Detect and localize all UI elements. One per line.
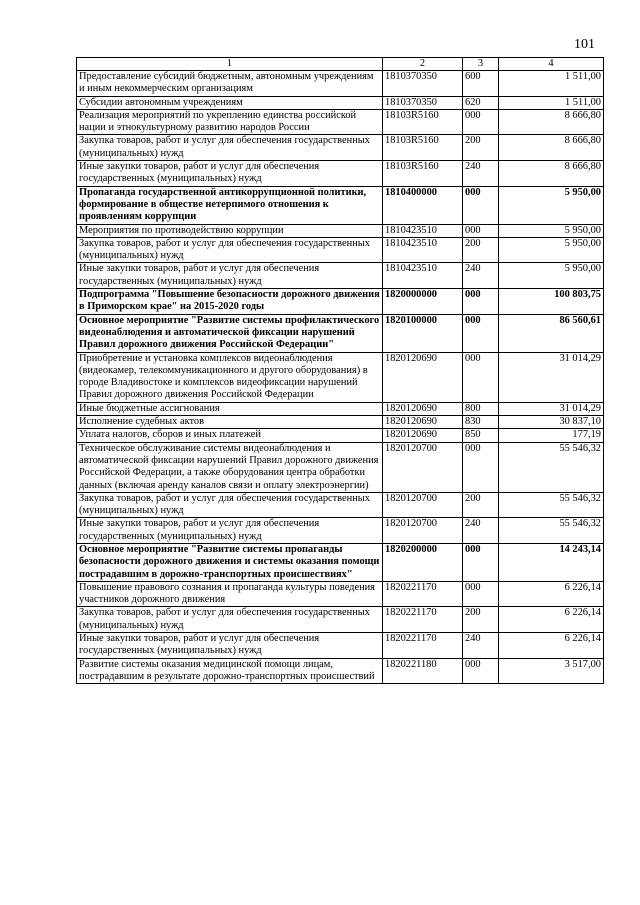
row-code-cell: 1820221180 — [383, 658, 463, 684]
table-row — [77, 71, 604, 97]
row-kvr-cell: 000 — [463, 109, 499, 135]
row-code-cell: 1820000000 — [383, 289, 463, 315]
row-kvr-cell: 800 — [463, 402, 499, 415]
row-code-cell: 1820120690 — [383, 402, 463, 415]
row-kvr-cell: 000 — [463, 352, 499, 402]
row-code-cell: 18103R5160 — [383, 135, 463, 161]
row-name-cell: Техническое обслуживание системы видеонаблюдения и автоматической фиксации нарушений Правил дорожного движения Российской Федерации, а также оборудования центра обработки данных (включая аренду каналов связи и оплату электроэнергии) — [77, 442, 383, 492]
row-name-cell: Реализация мероприятий по укреплению единства российской нации и этнокультурному развитию народов России — [77, 109, 383, 135]
table-row — [77, 352, 604, 402]
row-kvr-cell: 000 — [463, 543, 499, 581]
row-sum-cell: 86 560,61 — [499, 314, 604, 352]
table-row — [77, 633, 604, 659]
row-sum-cell: 8 666,80 — [499, 135, 604, 161]
row-code-cell: 1810423510 — [383, 224, 463, 237]
row-sum-cell: 1 511,00 — [499, 71, 604, 97]
row-code-cell: 1820120690 — [383, 352, 463, 402]
table-row — [77, 402, 604, 415]
budget-table — [76, 57, 604, 684]
row-name-cell: Основное мероприятие "Развитие системы профилактического видеонаблюдения и автоматической фиксации нарушений Правил дорожного движения Российской Федерации" — [77, 314, 383, 352]
row-sum-cell: 3 517,00 — [499, 658, 604, 684]
row-kvr-cell: 600 — [463, 71, 499, 97]
page-number: 101 — [574, 37, 595, 52]
row-kvr-cell: 000 — [463, 224, 499, 237]
row-sum-cell: 6 226,14 — [499, 633, 604, 659]
row-sum-cell: 5 950,00 — [499, 263, 604, 289]
row-name-cell: Исполнение судебных актов — [77, 416, 383, 429]
table-body — [77, 71, 604, 684]
row-name-cell: Подпрограмма "Повышение безопасности дорожного движения в Приморском крае" на 2015-2020 годы — [77, 289, 383, 315]
row-code-cell: 1820120690 — [383, 429, 463, 442]
row-name-cell: Развитие системы оказания медицинской помощи лицам, пострадавшим в результате дорожно-транспортных происшествий — [77, 658, 383, 684]
row-sum-cell: 1 511,00 — [499, 96, 604, 109]
row-code-cell: 1810423510 — [383, 263, 463, 289]
table-row — [77, 186, 604, 224]
row-name-cell: Закупка товаров, работ и услуг для обеспечения государственных (муниципальных) нужд — [77, 607, 383, 633]
row-code-cell: 1820221170 — [383, 607, 463, 633]
row-code-cell: 1810423510 — [383, 237, 463, 263]
row-name-cell: Приобретение и установка комплексов видеонаблюдения (видеокамер, телекоммуникационного и другого оборудования) в городе Владивостоке и комплексов видеофиксации нарушений Правил дорожного движения Российской Федерации — [77, 352, 383, 402]
row-sum-cell: 6 226,14 — [499, 581, 604, 607]
row-name-cell: Иные закупки товаров, работ и услуг для обеспечения государственных (муниципальных) нужд — [77, 263, 383, 289]
row-kvr-cell: 000 — [463, 581, 499, 607]
row-code-cell: 1820100000 — [383, 314, 463, 352]
table-row — [77, 543, 604, 581]
row-kvr-cell: 200 — [463, 237, 499, 263]
table-row — [77, 658, 604, 684]
row-code-cell: 1810370350 — [383, 96, 463, 109]
row-name-cell: Закупка товаров, работ и услуг для обеспечения государственных (муниципальных) нужд — [77, 237, 383, 263]
row-sum-cell: 6 226,14 — [499, 607, 604, 633]
table-row — [77, 224, 604, 237]
row-sum-cell: 55 546,32 — [499, 442, 604, 492]
row-sum-cell: 14 243,14 — [499, 543, 604, 581]
row-sum-cell: 31 014,29 — [499, 352, 604, 402]
row-kvr-cell: 000 — [463, 289, 499, 315]
header-col-2: 2 — [383, 58, 463, 71]
row-code-cell: 1810370350 — [383, 71, 463, 97]
table-row — [77, 135, 604, 161]
table-row — [77, 96, 604, 109]
row-kvr-cell: 000 — [463, 314, 499, 352]
row-kvr-cell: 240 — [463, 263, 499, 289]
header-col-3: 3 — [463, 58, 499, 71]
row-sum-cell: 177,19 — [499, 429, 604, 442]
table-row — [77, 314, 604, 352]
row-kvr-cell: 850 — [463, 429, 499, 442]
row-sum-cell: 8 666,80 — [499, 161, 604, 187]
row-code-cell: 18103R5160 — [383, 161, 463, 187]
row-code-cell: 1820221170 — [383, 581, 463, 607]
table-row — [77, 518, 604, 544]
row-name-cell: Иные бюджетные ассигнования — [77, 402, 383, 415]
row-sum-cell: 5 950,00 — [499, 186, 604, 224]
table-row — [77, 429, 604, 442]
row-code-cell: 1820120700 — [383, 442, 463, 492]
row-name-cell: Уплата налогов, сборов и иных платежей — [77, 429, 383, 442]
row-sum-cell: 5 950,00 — [499, 237, 604, 263]
table-row — [77, 289, 604, 315]
row-code-cell: 1820120690 — [383, 416, 463, 429]
row-name-cell: Основное мероприятие "Развитие системы пропаганды безопасности дорожного движения и системы оказания помощи пострадавшим в дорожно-транспортных происшествиях" — [77, 543, 383, 581]
row-kvr-cell: 240 — [463, 633, 499, 659]
header-row — [77, 58, 604, 71]
row-sum-cell: 5 950,00 — [499, 224, 604, 237]
row-kvr-cell: 200 — [463, 492, 499, 518]
row-code-cell: 1820200000 — [383, 543, 463, 581]
row-kvr-cell: 620 — [463, 96, 499, 109]
row-kvr-cell: 000 — [463, 658, 499, 684]
row-sum-cell: 8 666,80 — [499, 109, 604, 135]
row-sum-cell: 100 803,75 — [499, 289, 604, 315]
row-kvr-cell: 240 — [463, 161, 499, 187]
row-kvr-cell: 000 — [463, 186, 499, 224]
row-kvr-cell: 200 — [463, 135, 499, 161]
row-code-cell: 1820120700 — [383, 492, 463, 518]
row-kvr-cell: 240 — [463, 518, 499, 544]
header-col-1: 1 — [77, 58, 383, 71]
header-col-4: 4 — [499, 58, 604, 71]
table-row — [77, 237, 604, 263]
row-kvr-cell: 830 — [463, 416, 499, 429]
row-sum-cell: 31 014,29 — [499, 402, 604, 415]
row-code-cell: 1810400000 — [383, 186, 463, 224]
row-name-cell: Повышение правового сознания и пропаганда культуры поведения участников дорожного движения — [77, 581, 383, 607]
row-code-cell: 18103R5160 — [383, 109, 463, 135]
table-row — [77, 581, 604, 607]
row-sum-cell: 30 837,10 — [499, 416, 604, 429]
row-code-cell: 1820120700 — [383, 518, 463, 544]
row-name-cell: Иные закупки товаров, работ и услуг для обеспечения государственных (муниципальных) нужд — [77, 161, 383, 187]
row-name-cell: Иные закупки товаров, работ и услуг для обеспечения государственных (муниципальных) нужд — [77, 633, 383, 659]
row-sum-cell: 55 546,32 — [499, 492, 604, 518]
row-kvr-cell: 200 — [463, 607, 499, 633]
table-header — [77, 58, 604, 71]
table-row — [77, 109, 604, 135]
row-name-cell: Закупка товаров, работ и услуг для обеспечения государственных (муниципальных) нужд — [77, 135, 383, 161]
row-kvr-cell: 000 — [463, 442, 499, 492]
row-sum-cell: 55 546,32 — [499, 518, 604, 544]
table-row — [77, 161, 604, 187]
table-row — [77, 442, 604, 492]
table-row — [77, 416, 604, 429]
row-name-cell: Закупка товаров, работ и услуг для обеспечения государственных (муниципальных) нужд — [77, 492, 383, 518]
table-row — [77, 492, 604, 518]
table-row — [77, 263, 604, 289]
row-name-cell: Иные закупки товаров, работ и услуг для обеспечения государственных (муниципальных) нужд — [77, 518, 383, 544]
table-row — [77, 607, 604, 633]
row-name-cell: Субсидии автономным учреждениям — [77, 96, 383, 109]
row-name-cell: Пропаганда государственной антикоррупционной политики, формирование в обществе нетерпимого отношения к проявлениям коррупции — [77, 186, 383, 224]
row-name-cell: Предоставление субсидий бюджетным, автономным учреждениям и иным некоммерческим организациям — [77, 71, 383, 97]
row-code-cell: 1820221170 — [383, 633, 463, 659]
row-name-cell: Мероприятия по противодействию коррупции — [77, 224, 383, 237]
